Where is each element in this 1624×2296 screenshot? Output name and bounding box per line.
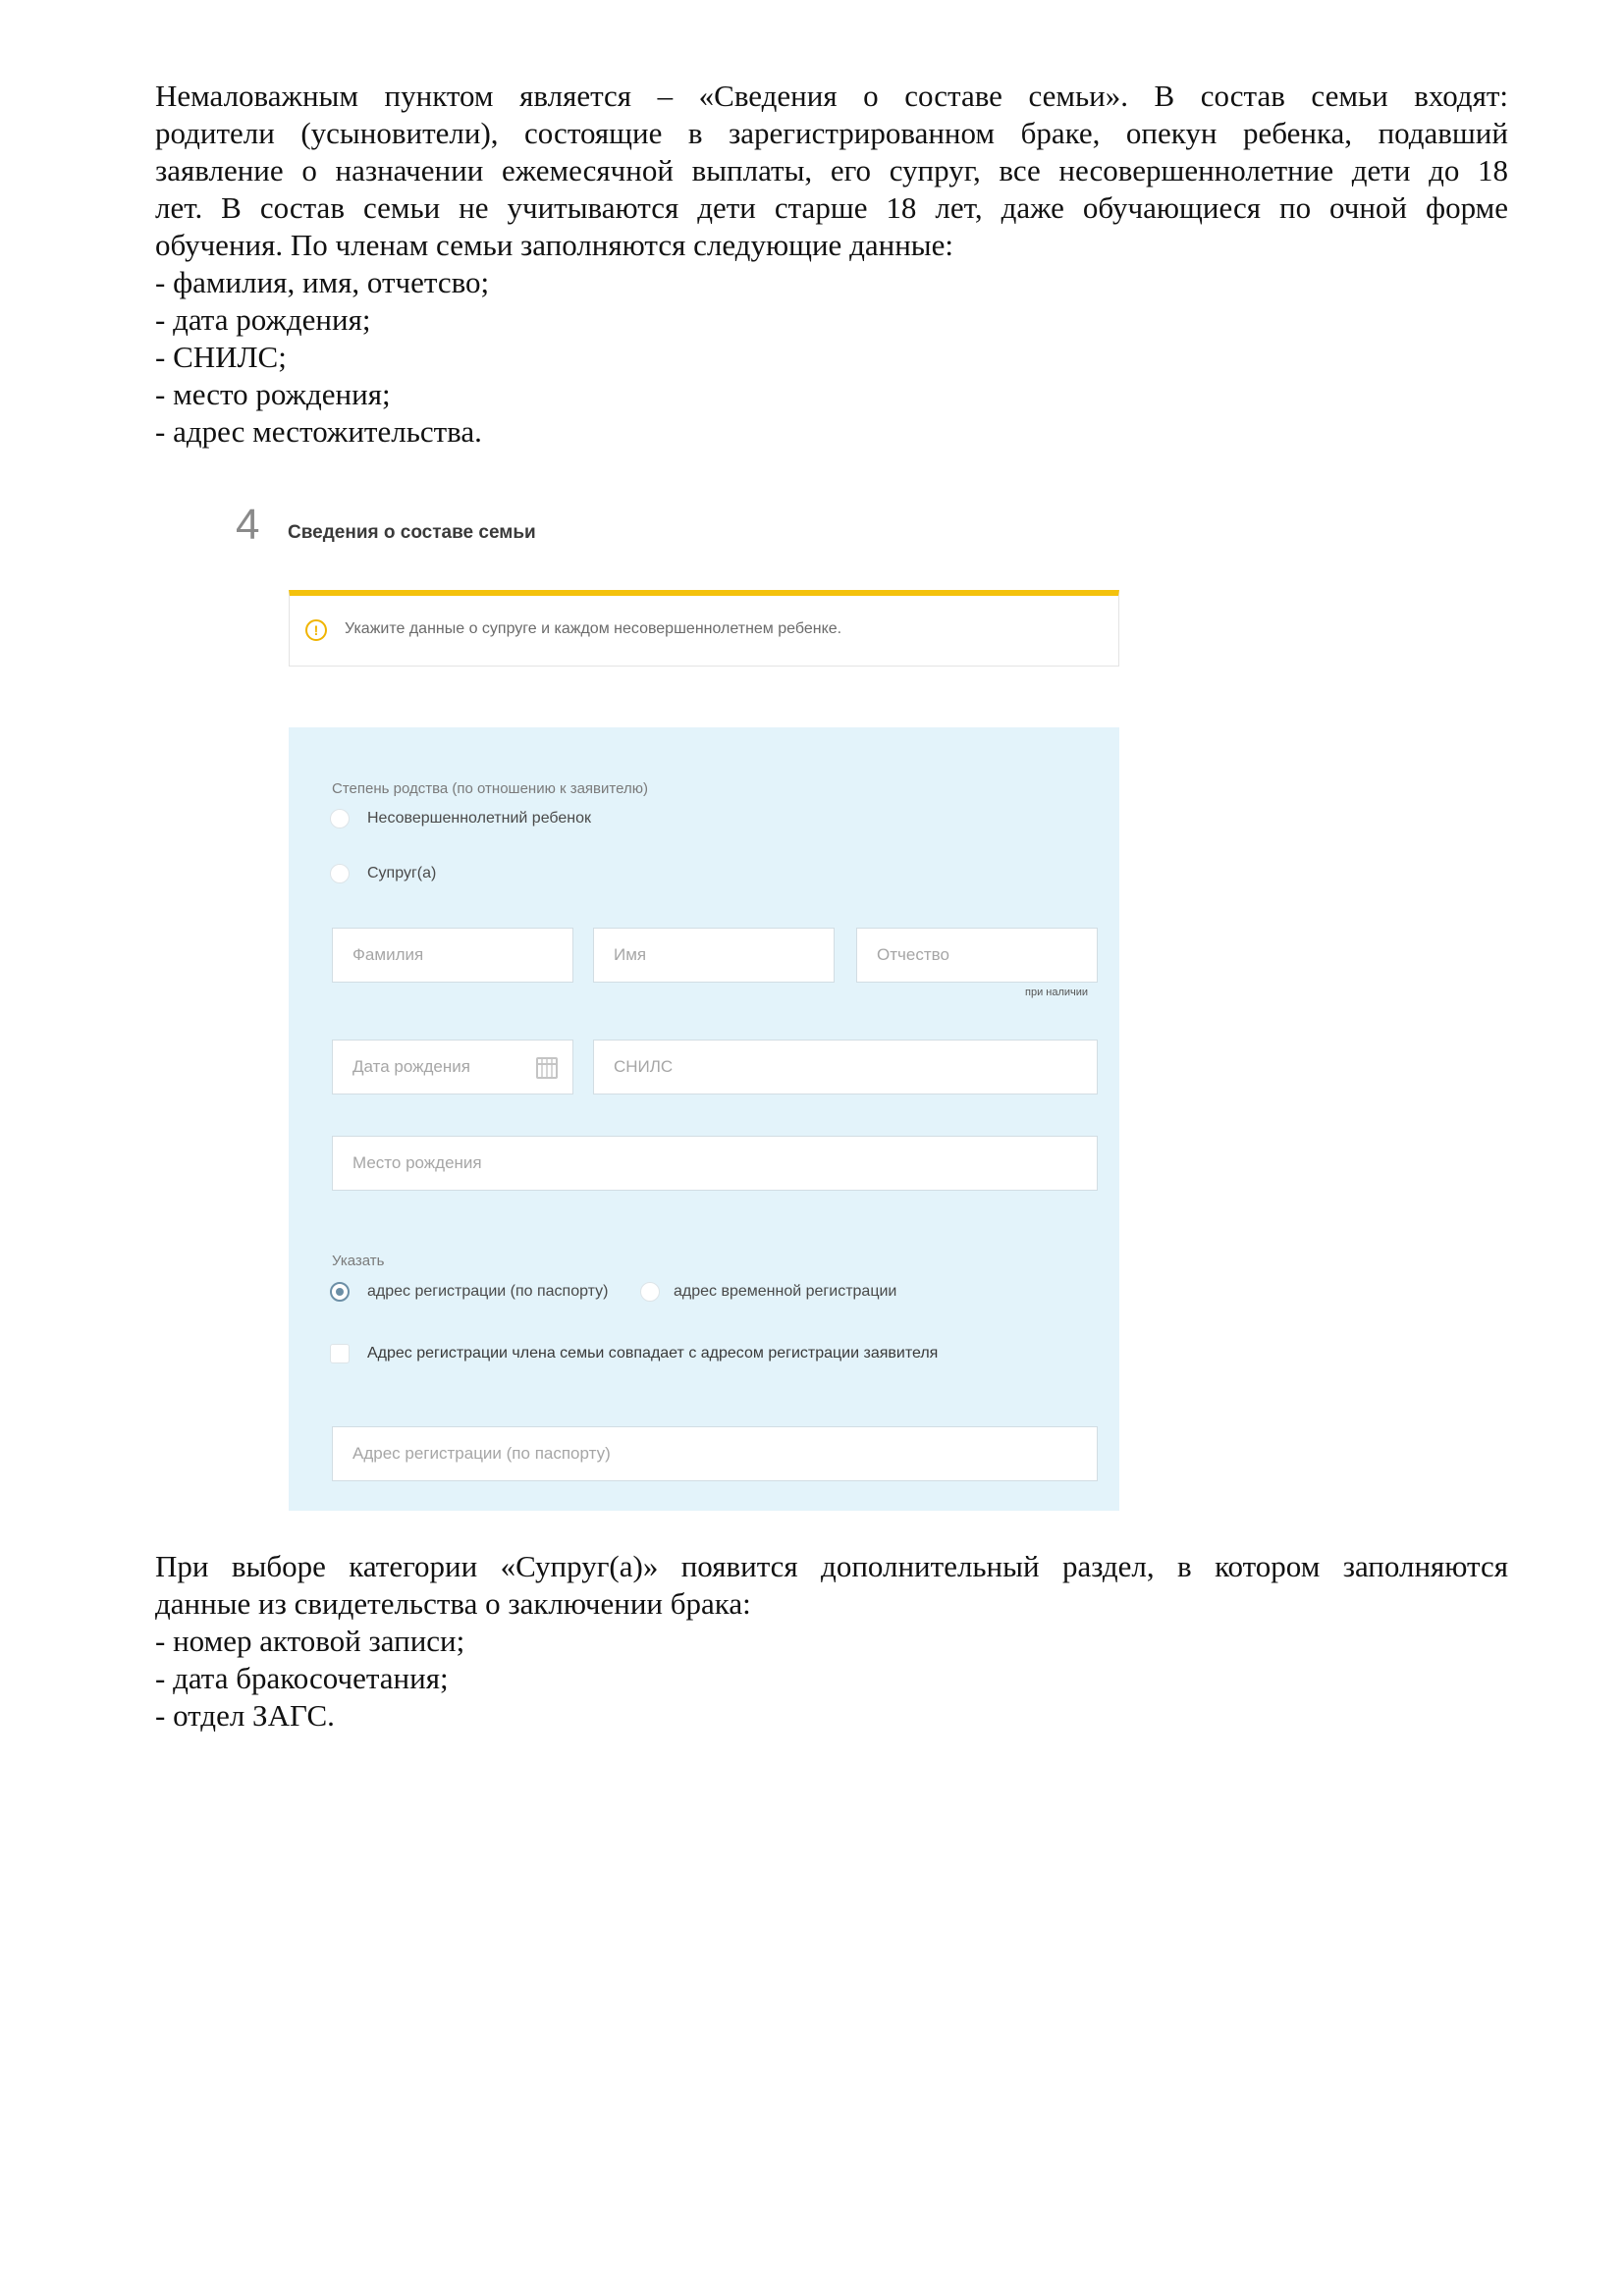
intro-line: Немаловажным пунктом является – «Сведения о составе семьи». В состав семьи входят: [155, 79, 1508, 113]
outro-line: данные из свидетельства о заключении брака: [155, 1586, 751, 1621]
radio-minor-child-label: Несовершеннолетний ребенок [367, 810, 592, 827]
address-type-label: Указать [332, 1253, 385, 1269]
intro-list-item: - СНИЛС; [155, 340, 287, 374]
calendar-icon[interactable] [536, 1057, 558, 1079]
step-number: 4 [236, 501, 260, 549]
intro-line: родители (усыновители), состоящие в зарегистрированном браке, опекун ребенка, подавший [155, 116, 1508, 150]
family-member-panel [289, 727, 1119, 1511]
step-title: Сведения о составе семьи [288, 522, 536, 543]
radio-registration-address-label: адрес регистрации (по паспорту) [367, 1283, 609, 1300]
intro-list-item: - дата рождения; [155, 302, 371, 337]
intro-list-item: - фамилия, имя, отчетсво; [155, 265, 490, 299]
intro-list-item: - место рождения; [155, 377, 391, 411]
registration-address-input[interactable] [332, 1426, 1098, 1481]
radio-temporary-address[interactable] [640, 1282, 660, 1302]
outro-list-item: - дата бракосочетания; [155, 1661, 449, 1695]
outro-list-item: - отдел ЗАГС. [155, 1698, 335, 1733]
same-address-label: Адрес регистрации члена семьи совпадает с адресом регистрации заявителя [367, 1345, 939, 1362]
birthplace-input[interactable] [332, 1136, 1098, 1191]
kinship-label: Степень родства (по отношению к заявителю) [332, 780, 648, 797]
outro-list-item: - номер актовой записи; [155, 1624, 465, 1658]
radio-minor-child[interactable] [330, 809, 350, 828]
radio-temporary-address-label: адрес временной регистрации [674, 1283, 897, 1300]
outro-paragraph [155, 1548, 1508, 1735]
same-address-checkbox[interactable] [330, 1344, 350, 1363]
notice-banner [289, 590, 1119, 667]
snils-input[interactable] [593, 1040, 1098, 1095]
radio-spouse[interactable] [330, 864, 350, 883]
notice-text: Укажите данные о супруге и каждом несовершеннолетнем ребенке. [345, 620, 842, 637]
intro-paragraph [155, 78, 1508, 451]
radio-spouse-label: Супруг(а) [367, 865, 437, 881]
intro-line: обучения. По членам семьи заполняются следующие данные: [155, 228, 953, 262]
warning-icon: ! [305, 619, 327, 641]
radio-registration-address[interactable] [330, 1282, 350, 1302]
patronymic-input[interactable] [856, 928, 1098, 983]
name-input[interactable] [593, 928, 835, 983]
surname-input[interactable] [332, 928, 573, 983]
outro-line: При выборе категории «Супруг(а)» появится дополнительный раздел, в котором заполняются [155, 1549, 1508, 1583]
intro-list-item: - адрес местожительства. [155, 414, 482, 449]
intro-line: лет. В состав семьи не учитываются дети старше 18 лет, даже обучающиеся по очной форме [155, 190, 1508, 225]
intro-line: заявление о назначении ежемесячной выплаты, его супруг, все несовершеннолетние дети до 18 [155, 153, 1508, 187]
patronymic-hint: при наличии [1025, 987, 1089, 998]
